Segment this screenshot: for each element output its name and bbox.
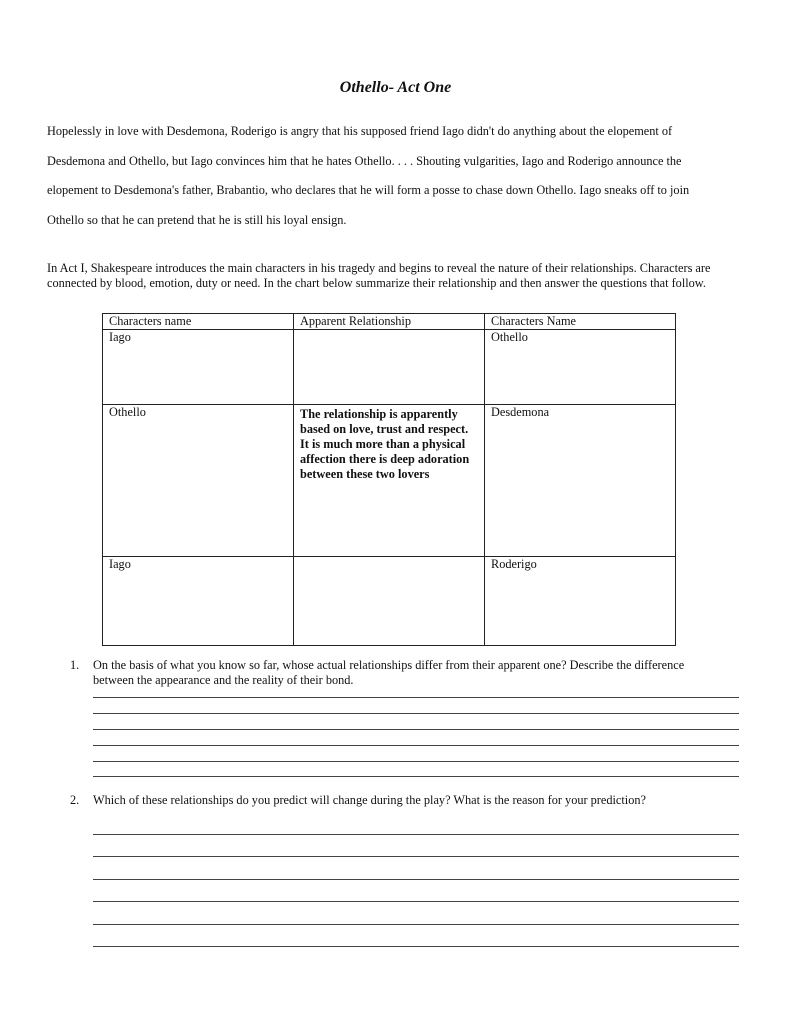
- answer-line-q1[interactable]: [93, 697, 739, 698]
- relationship-cell[interactable]: [294, 330, 485, 405]
- right-character-cell: Desdemona: [485, 405, 676, 557]
- answer-line-q2[interactable]: [93, 834, 739, 835]
- summary-paragraph: [47, 117, 747, 236]
- answer-line-q1[interactable]: [93, 745, 739, 746]
- answer-line-q1[interactable]: [93, 729, 739, 730]
- relationship-chart: [102, 313, 676, 646]
- right-character-cell: Othello: [485, 330, 676, 405]
- summary-line: Othello so that he can pretend that he is still his loyal ensign.: [47, 213, 347, 228]
- instructions-paragraph: [47, 261, 747, 291]
- table-row: [103, 330, 676, 405]
- table-row: [103, 557, 676, 646]
- question-text-line: Which of these relationships do you predict will change during the play? What is the reason for your prediction?: [93, 793, 646, 807]
- left-character-cell: Othello: [103, 405, 294, 557]
- answer-line-q2[interactable]: [93, 924, 739, 925]
- answer-line-q2[interactable]: [93, 856, 739, 857]
- question-text-line: On the basis of what you know so far, whose actual relationships differ from their apparent one? Describe the difference: [93, 658, 685, 672]
- summary-line: Hopelessly in love with Desdemona, Roderigo is angry that his supposed friend Iago didn't do anything about the elopement of: [47, 124, 673, 138]
- answer-line-q1[interactable]: [93, 761, 739, 762]
- question-1: [70, 658, 750, 688]
- question-text-line: between the appearance and the reality of their bond.: [93, 673, 354, 687]
- column-header-characters-name-2: Characters Name: [485, 314, 676, 330]
- chart-header-row: [103, 314, 676, 330]
- summary-line: Desdemona and Othello, but Iago convinces him that he hates Othello. . . . Shouting vulgarities, Iago and Roderigo announce the: [47, 153, 682, 168]
- question-2: [70, 793, 750, 808]
- instructions-line: In Act I, Shakespeare introduces the main characters in his tragedy and begins to reveal the nature of their relationships. Characters are: [47, 261, 711, 275]
- answer-line-q1[interactable]: [93, 776, 739, 777]
- summary-line: elopement to Desdemona's father, Brabantio, who declares that he will form a posse to chase down Othello. Iago sneaks off to join: [47, 183, 690, 198]
- right-character-cell: Roderigo: [485, 557, 676, 646]
- answer-line-q2[interactable]: [93, 946, 739, 947]
- table-row: [103, 405, 676, 557]
- relationship-cell[interactable]: The relationship is apparently based on love, trust and respect. It is much more than a physical affection there is deep adoration between these two lovers: [294, 405, 485, 557]
- column-header-characters-name: Characters name: [103, 314, 294, 330]
- left-character-cell: Iago: [103, 557, 294, 646]
- left-character-cell: Iago: [103, 330, 294, 405]
- instructions-line: connected by blood, emotion, duty or need. In the chart below summarize their relationship and then answer the questions that follow.: [47, 276, 706, 290]
- relationship-cell[interactable]: [294, 557, 485, 646]
- question-number: 1.: [70, 658, 80, 672]
- column-header-apparent-relationship: Apparent Relationship: [294, 314, 485, 330]
- question-number: 2.: [70, 793, 80, 807]
- answer-line-q2[interactable]: [93, 879, 739, 880]
- answer-line-q1[interactable]: [93, 713, 739, 714]
- page-title: Othello- Act One: [339, 79, 452, 96]
- answer-line-q2[interactable]: [93, 901, 739, 902]
